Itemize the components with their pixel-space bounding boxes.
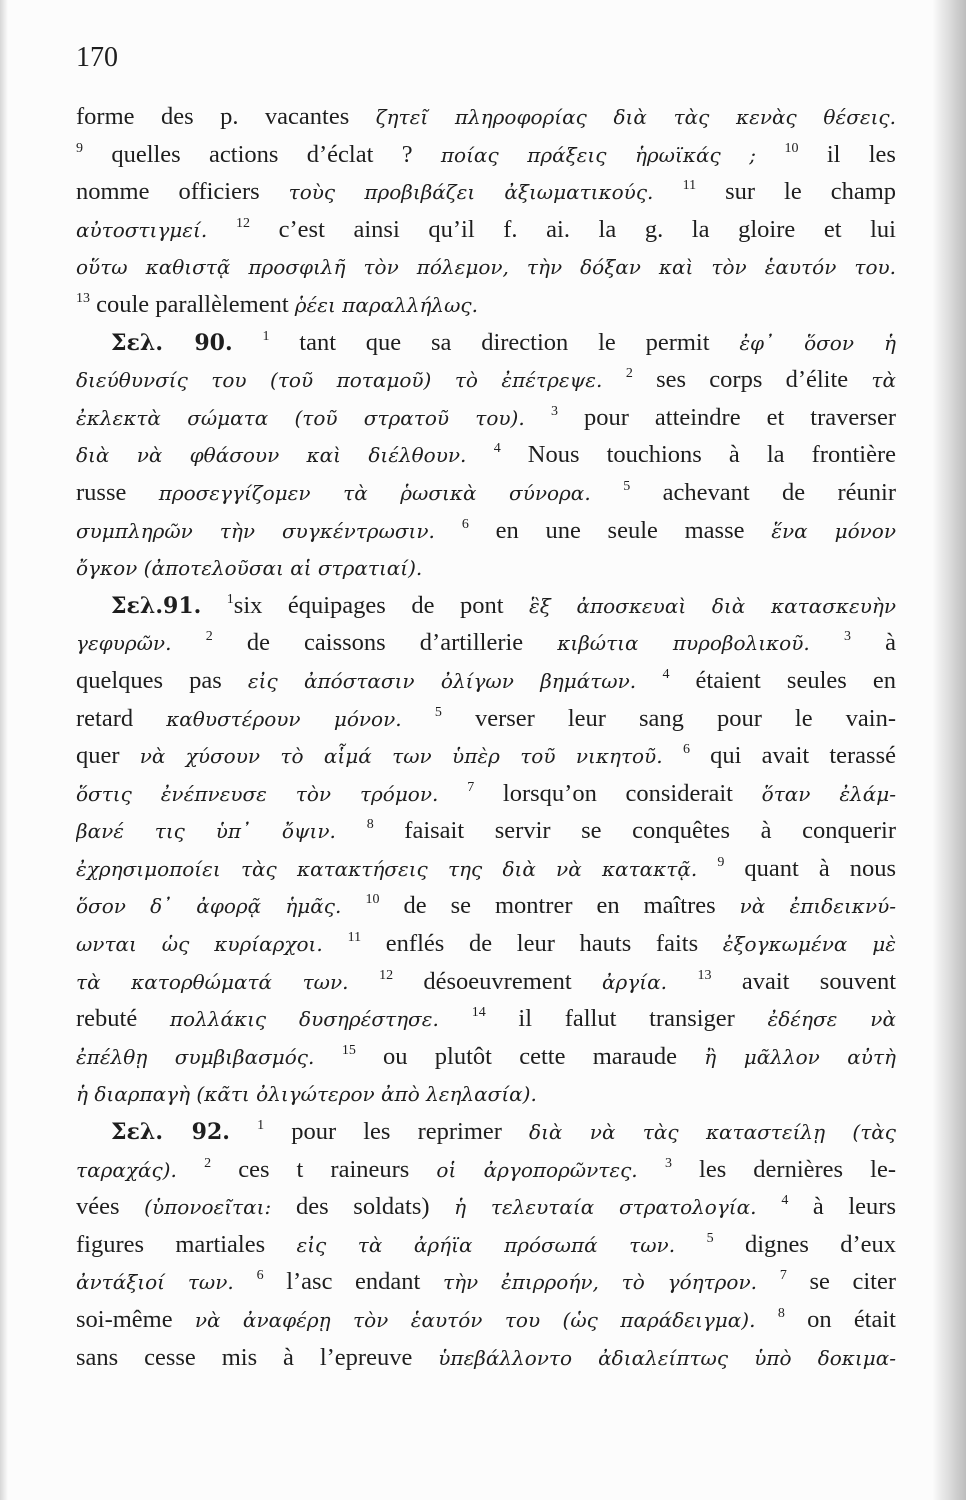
greek-translation: ἐξογκωμένα μὲ bbox=[722, 932, 896, 957]
french-phrase: coule parallèlement bbox=[90, 290, 295, 318]
text-line bbox=[76, 887, 896, 925]
greek-translation: ἡ τελευταία στρατολογία. bbox=[454, 1195, 782, 1220]
note-number: 10 bbox=[365, 892, 380, 908]
text-line bbox=[76, 1000, 896, 1038]
note-number: 2 bbox=[204, 1155, 212, 1171]
greek-translation: ὅσον δ᾽ ἀφορᾷ ἡμᾶς. bbox=[76, 894, 366, 919]
greek-translation: τὰ κατορθώματά των. bbox=[76, 969, 380, 994]
french-phrase: figures martiales bbox=[76, 1230, 297, 1258]
note-number: 4 bbox=[781, 1193, 789, 1209]
greek-translation: ὄγκον (ἀποτελοῦσαι αἱ στρατιαί). bbox=[76, 556, 423, 581]
greek-translation: οἱ ἀργοπορῶντες. bbox=[436, 1157, 665, 1182]
note-number: 3 bbox=[550, 403, 558, 419]
text-line bbox=[76, 211, 896, 249]
french-phrase: les dernières le- bbox=[671, 1155, 896, 1183]
greek-translation: ταραχάς). bbox=[76, 1157, 205, 1182]
french-phrase: il les bbox=[798, 140, 896, 168]
greek-translation: ἐκλεκτὰ σώματα (τοῦ στρατοῦ του). bbox=[76, 405, 551, 430]
note-number: 11 bbox=[347, 930, 362, 946]
note-number: 9 bbox=[717, 854, 725, 870]
text-line bbox=[76, 850, 896, 888]
text-line bbox=[76, 1301, 896, 1339]
note-number: 1 bbox=[226, 591, 234, 607]
french-phrase: faisait servir se conquêtes à conquerir bbox=[373, 817, 896, 845]
note-number: 11 bbox=[682, 178, 697, 194]
greek-translation: ἐφ᾽ ὅσον ἡ bbox=[739, 330, 896, 355]
note-number: 2 bbox=[625, 366, 633, 382]
french-phrase: enflés de leur hauts faits bbox=[361, 930, 723, 958]
greek-translation: νὰ ἐπιδεικνύ- bbox=[739, 894, 896, 919]
text-line bbox=[76, 1113, 896, 1151]
french-phrase: à bbox=[851, 629, 896, 657]
note-number: 6 bbox=[682, 742, 690, 758]
greek-translation: κιβώτια πυροβολικοῦ. bbox=[557, 631, 845, 656]
french-phrase: quelles actions d’éclat ? bbox=[83, 140, 441, 168]
greek-translation: ὅταν ἐλάμ- bbox=[761, 781, 896, 806]
french-phrase: ses corps d’élite bbox=[632, 366, 872, 394]
note-number: 8 bbox=[366, 817, 374, 833]
note-number: 9 bbox=[76, 140, 83, 156]
greek-translation: ἓξ ἀποσκευαὶ διὰ κατασκευὴν bbox=[529, 593, 896, 618]
note-number: 12 bbox=[379, 967, 394, 983]
note-number: 8 bbox=[777, 1306, 785, 1321]
greek-translation: (ὑπονοεῖται: bbox=[144, 1195, 297, 1220]
text-line bbox=[76, 1151, 896, 1189]
french-phrase: achevant de réunir bbox=[630, 478, 896, 506]
note-number: 7 bbox=[779, 1268, 787, 1284]
french-phrase: rebuté bbox=[76, 1005, 170, 1033]
note-number: 13 bbox=[697, 967, 712, 983]
text-line bbox=[76, 324, 896, 362]
note-number: 3 bbox=[664, 1155, 672, 1171]
greek-translation: ἡ διαρπαγὴ (κᾶτι ὀλιγώτερον ἀπὸ λεηλασία). bbox=[76, 1082, 537, 1107]
greek-translation: οὕτω καθιστᾷ προσφιλῆ τὸν πόλεμον, τὴν δόξαν καὶ τὸν ἑαυτόν του. bbox=[76, 255, 896, 280]
greek-translation: εἰς τὰ ἀρήϊα πρόσωπά των. bbox=[296, 1232, 707, 1257]
text-line bbox=[76, 399, 896, 437]
french-phrase: ou plutôt cette maraude bbox=[355, 1042, 705, 1070]
greek-translation: πολλάκις δυσηρέστησε. bbox=[169, 1007, 472, 1032]
french-phrase: tant que sa direction le permit bbox=[269, 328, 740, 356]
note-number: 3 bbox=[844, 629, 852, 645]
greek-translation: ἐπέλθῃ συμβιβασμός. bbox=[76, 1044, 342, 1069]
text-line bbox=[76, 1038, 896, 1076]
text-line bbox=[76, 286, 896, 324]
greek-translation: τὴν ἐπιρροήν, τὸ γόητρον. bbox=[443, 1270, 780, 1295]
french-phrase: sur le champ bbox=[696, 178, 896, 206]
text-line bbox=[76, 624, 896, 662]
text-line bbox=[76, 1226, 896, 1264]
greek-translation: ζητεῖ πληροφορίας διὰ τὰς κενὰς θέσεις. bbox=[375, 105, 896, 129]
french-phrase: des soldats) bbox=[296, 1193, 455, 1221]
text-line bbox=[76, 436, 896, 474]
greek-translation: διὰ νὰ φθάσουν καὶ διέλθουν. bbox=[76, 443, 494, 468]
french-phrase: verser leur sang pour le vain- bbox=[441, 704, 896, 732]
text-line bbox=[76, 1339, 896, 1377]
french-phrase: russe bbox=[76, 478, 159, 506]
greek-translation: ποίας πράξεις ἡρωϊκάς ; bbox=[440, 142, 785, 167]
greek-translation: συμπληρῶν τὴν συγκέντρωσιν. bbox=[76, 518, 462, 543]
french-phrase: retard bbox=[76, 704, 167, 732]
greek-translation: ὅστις ἐνέπνευσε τὸν τρόμον. bbox=[76, 781, 468, 806]
french-phrase: à leurs bbox=[788, 1193, 896, 1221]
note-number: 1 bbox=[262, 328, 270, 344]
note-number: 4 bbox=[662, 666, 670, 682]
greek-translation: ἀργία. bbox=[602, 969, 698, 994]
greek-translation: εἰς ἀπόστασιν ὀλίγων βημάτων. bbox=[247, 668, 663, 693]
french-phrase: sans cesse mis à l’epreuve bbox=[76, 1343, 439, 1371]
french-phrase: pour les reprimer bbox=[264, 1118, 530, 1146]
greek-translation: βανέ τις ὑπ᾽ ὄψιν. bbox=[76, 819, 367, 844]
greek-translation: τοὺς προβιβάζει ἀξιωματικούς. bbox=[288, 180, 683, 205]
note-number: 10 bbox=[784, 140, 799, 156]
french-phrase: étaient seules en bbox=[669, 666, 896, 694]
note-number: 4 bbox=[493, 441, 501, 457]
text-line bbox=[76, 98, 896, 136]
greek-translation: αὐτοστιγμεί. bbox=[76, 217, 237, 242]
text-line bbox=[76, 474, 896, 512]
text-line bbox=[76, 136, 896, 174]
french-phrase: il fallut transiger bbox=[485, 1005, 768, 1033]
note-number: 5 bbox=[623, 478, 631, 494]
french-phrase: nomme officiers bbox=[76, 178, 289, 206]
section-heading: Σελ.91. bbox=[111, 592, 202, 619]
text-line bbox=[76, 662, 896, 700]
french-phrase: six équipages de pont bbox=[233, 591, 529, 619]
greek-translation: ἀντάξιοί των. bbox=[76, 1270, 257, 1295]
text-line bbox=[76, 512, 896, 550]
french-phrase: quer bbox=[76, 742, 140, 770]
french-phrase: de se montrer en maîtres bbox=[379, 892, 740, 920]
note-number: 2 bbox=[205, 629, 213, 645]
note-number: 7 bbox=[467, 779, 475, 795]
french-phrase: de caissons d’artillerie bbox=[212, 629, 558, 657]
page-left-shadow bbox=[0, 0, 8, 1500]
greek-translation: νὰ ἀναφέρῃ τὸν ἑαυτόν του (ὡς παράδειγμα). bbox=[194, 1308, 778, 1332]
section-heading: Σελ. 90. bbox=[111, 329, 233, 356]
french-phrase: quant à nous bbox=[724, 854, 896, 882]
note-number: 6 bbox=[256, 1268, 264, 1284]
french-phrase: lorsqu’on considerait bbox=[474, 779, 762, 807]
greek-translation: νὰ χύσουν τὸ αἷμά των ὑπὲρ τοῦ νικητοῦ. bbox=[139, 744, 683, 769]
text-line bbox=[76, 812, 896, 850]
french-phrase: pour atteindre et traverser bbox=[557, 403, 896, 431]
text-line bbox=[76, 173, 896, 211]
greek-translation: ωνται ὡς κυρίαρχοι. bbox=[76, 932, 348, 957]
french-phrase: vées bbox=[76, 1193, 145, 1221]
text-line bbox=[76, 361, 896, 399]
french-phrase: se citer bbox=[786, 1268, 896, 1296]
french-phrase: avait souvent bbox=[711, 967, 896, 995]
french-phrase bbox=[230, 1118, 257, 1145]
text-line bbox=[76, 775, 896, 813]
note-number: 1 bbox=[257, 1118, 265, 1134]
note-number: 6 bbox=[461, 516, 469, 532]
greek-translation: ἢ μᾶλλον αὐτὴ bbox=[704, 1044, 896, 1069]
text-line bbox=[76, 700, 896, 738]
text-line bbox=[76, 1188, 896, 1226]
greek-translation: ὑπεβάλλοντο ἀδιαλείπτως ὑπὸ δοκιμα- bbox=[438, 1345, 896, 1370]
text-line bbox=[76, 737, 896, 775]
body-text bbox=[76, 98, 896, 1376]
greek-translation: διὰ νὰ τὰς καταστείλῃ (τὰς bbox=[529, 1120, 896, 1145]
french-phrase: désoeuvrement bbox=[393, 967, 603, 995]
french-phrase: dignes d’eux bbox=[713, 1230, 896, 1258]
note-number: 12 bbox=[236, 215, 251, 231]
page-number: 170 bbox=[76, 42, 118, 73]
text-line bbox=[76, 963, 896, 1001]
greek-translation: ἐδέησε νὰ bbox=[767, 1007, 896, 1032]
text-line bbox=[76, 1075, 896, 1113]
note-number: 15 bbox=[341, 1042, 356, 1058]
greek-translation: προσεγγίζομεν τὰ ῥωσικὰ σύνορα. bbox=[158, 480, 624, 505]
text-line bbox=[76, 248, 896, 286]
french-phrase bbox=[233, 329, 263, 356]
text-line bbox=[76, 587, 896, 625]
note-number: 5 bbox=[706, 1230, 714, 1246]
french-phrase: en une seule masse bbox=[468, 516, 772, 544]
french-phrase: c’est ainsi qu’il f. ai. la g. la gloire et lui bbox=[250, 215, 896, 243]
french-phrase bbox=[201, 592, 227, 619]
section-heading: Σελ. 92. bbox=[111, 1119, 230, 1146]
greek-translation: ῥέει παραλλήλως. bbox=[294, 292, 478, 317]
page-binding-shadow bbox=[932, 0, 966, 1500]
french-phrase: on était bbox=[784, 1306, 896, 1333]
french-phrase: quelques pas bbox=[76, 666, 248, 694]
french-phrase: forme des p. vacantes bbox=[76, 103, 376, 130]
text-line bbox=[76, 925, 896, 963]
french-phrase: qui avait terassé bbox=[689, 742, 896, 770]
note-number: 5 bbox=[434, 704, 442, 720]
french-phrase: Nous touchions à la frontière bbox=[500, 441, 896, 469]
text-line bbox=[76, 549, 896, 587]
greek-translation: ἐχρησιμοποίει τὰς κατακτήσεις της διὰ νὰ κατακτᾷ. bbox=[76, 856, 718, 881]
greek-translation: καθυστέρουν μόνον. bbox=[166, 706, 435, 731]
french-phrase: l’asc endant bbox=[263, 1268, 443, 1296]
french-phrase: soi-même bbox=[76, 1306, 195, 1333]
french-phrase: ces t raineurs bbox=[211, 1155, 437, 1183]
text-line bbox=[76, 1263, 896, 1301]
greek-translation: τὰ bbox=[871, 368, 896, 393]
note-number: 13 bbox=[76, 290, 90, 306]
note-number: 14 bbox=[471, 1005, 486, 1021]
greek-translation: γεφυρῶν. bbox=[76, 631, 206, 656]
greek-translation: ἕνα μόνον bbox=[771, 518, 896, 543]
greek-translation: διεύθυνσίς του (τοῦ ποταμοῦ) τὸ ἐπέτρεψε. bbox=[76, 368, 626, 393]
